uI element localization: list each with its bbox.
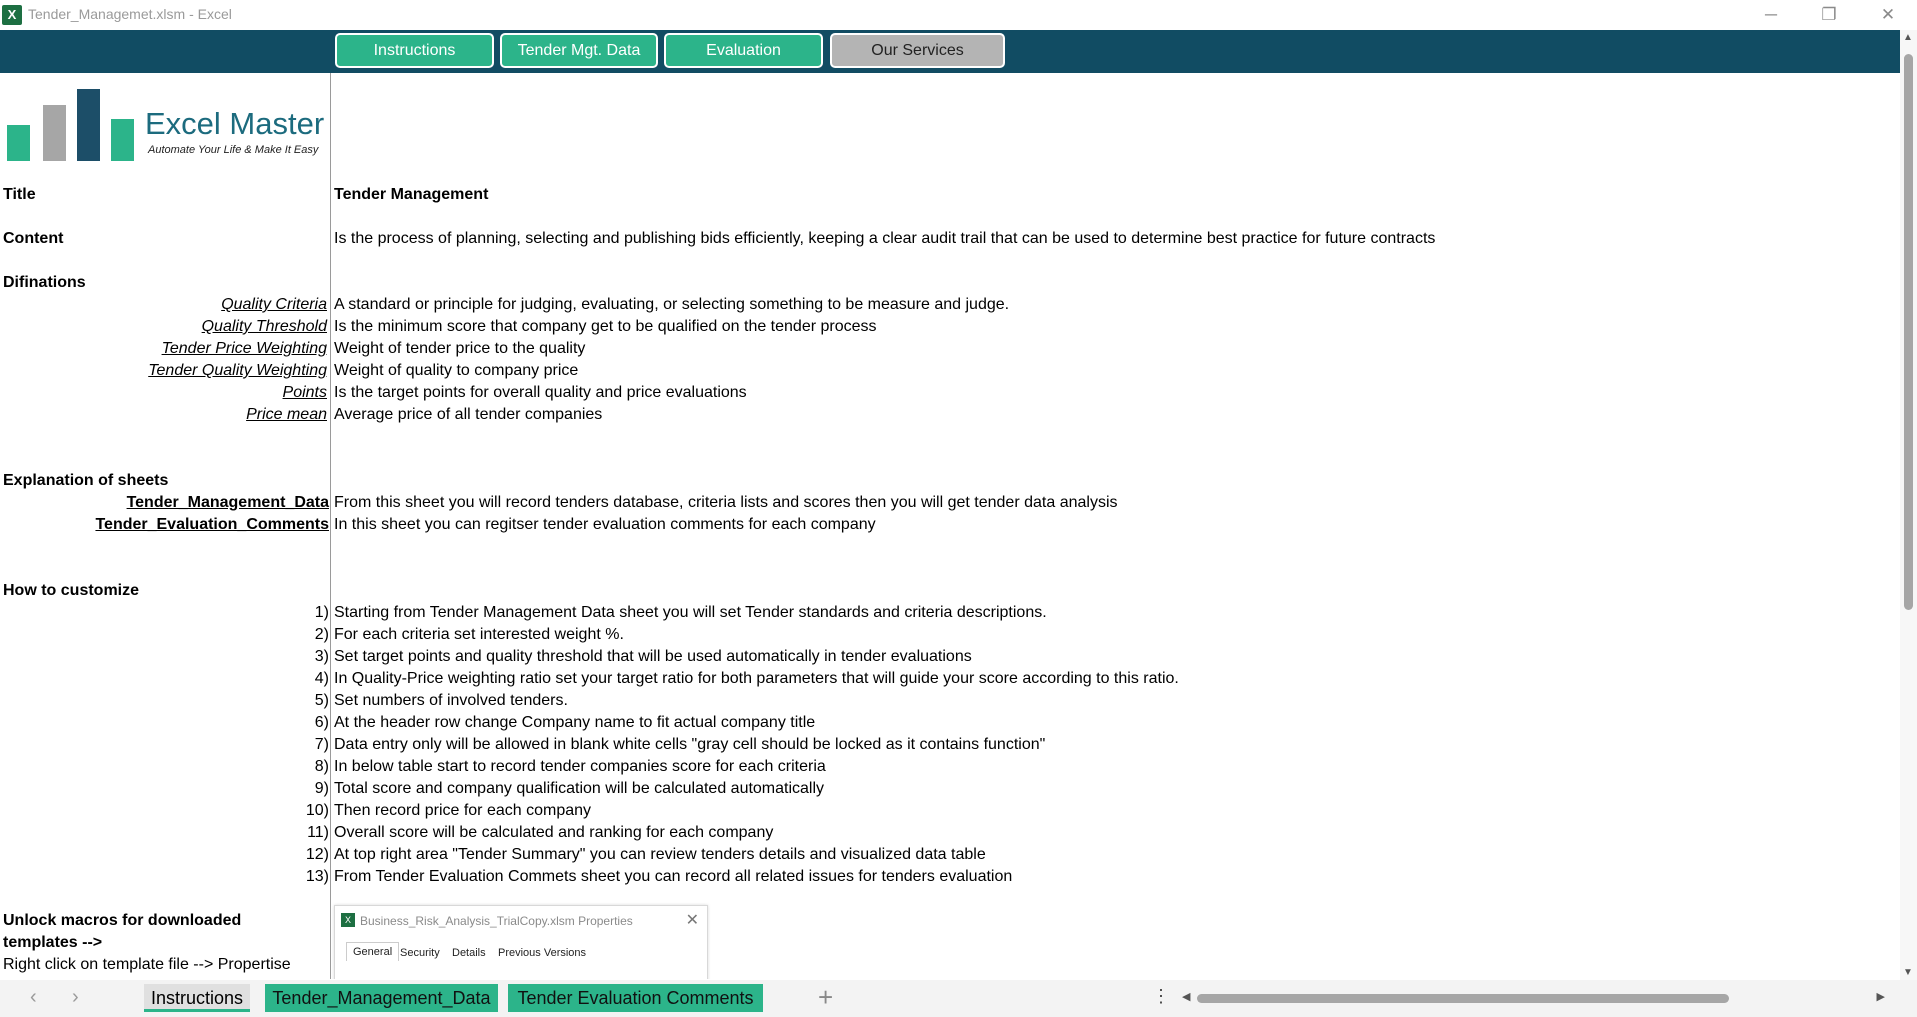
step-number: 10) [305,802,329,819]
definition-desc: A standard or principle for judging, evaluating, or selecting something to be measure and judge. [334,296,1010,313]
explanation-label: Explanation of sheets [3,472,169,489]
step-text: In below table start to record tender companies score for each criteria [334,758,826,775]
sheet-desc: From this sheet you will record tenders database, criteria lists and scores then you will get tender data analysis [334,494,1118,511]
column-divider [330,73,331,979]
scroll-up-arrow-icon[interactable]: ▲ [1903,32,1913,43]
instructions-nav-button[interactable]: Instructions [335,33,494,68]
sheet-tab-bar [0,980,1917,1017]
excel-master-logo [7,81,327,161]
step-number: 2) [314,626,329,643]
step-number: 9) [314,780,329,797]
excel-file-icon: X [341,913,355,927]
step-number: 8) [314,758,329,775]
step-number: 13) [305,868,329,885]
add-sheet-icon[interactable]: + [818,982,834,1012]
title-label: Title [3,186,36,203]
content-label: Content [3,230,64,247]
restore-button[interactable]: ❐ [1821,5,1837,24]
step-number: 4) [314,670,329,687]
logo-bar-1 [7,125,30,161]
close-window-button[interactable]: ✕ [1880,5,1896,24]
sheet-link-tender-management-data[interactable]: Tender_Management_Data [126,494,329,511]
logo-bar-3 [77,89,100,161]
definition-term[interactable]: Quality Threshold [201,318,327,335]
step-text: Overall score will be calculated and ranking for each company [334,824,774,841]
sheet-desc: In this sheet you can regitser tender evaluation comments for each company [334,516,876,533]
step-text: From Tender Evaluation Commets sheet you can record all related issues for tenders evaluation [334,868,1013,885]
step-number: 5) [314,692,329,709]
vertical-scroll-thumb[interactable] [1904,54,1913,610]
customize-label: How to customize [3,582,140,599]
dialog-title: Business_Risk_Analysis_TrialCopy.xlsm Properties [360,914,633,928]
step-number: 11) [307,824,329,841]
step-text: At the header row change Company name to fit actual company title [334,714,816,731]
horizontal-scrollbar[interactable] [1180,989,1885,1007]
step-number: 7) [314,736,329,753]
step-text: Set numbers of involved tenders. [334,692,568,709]
sheet-tab-tender-evaluation-comments[interactable]: Tender Evaluation Comments [508,984,763,1012]
step-number: 12) [305,846,329,863]
window-title-bar [0,0,1917,29]
step-text: In Quality-Price weighting ratio set your target ratio for both parameters that will guide your score according to this ratio. [334,670,1179,687]
logo-bar-2 [43,105,66,161]
definition-desc: Weight of quality to company price [334,362,579,379]
scroll-right-arrow-icon[interactable]: ▶ [1876,991,1885,1003]
title-value: Tender Management [334,186,489,203]
content-value: Is the process of planning, selecting and publishing bids efficiently, keeping a clear audit trail that can be used to determine best practice for future contracts [334,230,1436,247]
definition-term[interactable]: Tender Quality Weighting [148,362,327,379]
prev-sheet-arrow-icon[interactable]: ‹ [30,986,37,1008]
step-number: 1) [314,604,329,621]
logo-bar-4 [111,119,134,161]
step-text: Total score and company qualification will be calculated automatically [334,780,825,797]
tender-mgt-data-nav-button[interactable]: Tender Mgt. Data [500,33,658,68]
minimize-button[interactable]: ─ [1764,5,1778,24]
step-text: Set target points and quality threshold that will be used automatically in tender evaluations [334,648,972,665]
definition-desc: Weight of tender price to the quality [334,340,586,357]
step-number: 6) [314,714,329,731]
dialog-tab-previous-versions: Previous Versions [498,947,587,959]
close-icon: ✕ [685,912,699,929]
definition-term[interactable]: Price mean [246,406,327,423]
definition-desc: Is the target points for overall quality and price evaluations [334,384,747,401]
worksheet-area[interactable] [0,73,1900,979]
step-text: At top right area "Tender Summary" you can review tenders details and visualized data table [334,846,986,863]
step-text: Starting from Tender Management Data sheet you will set Tender standards and criteria descriptions. [334,604,1047,621]
excel-app-icon: X [2,5,22,25]
more-options-icon[interactable]: ⋮ [1152,986,1170,1006]
unlock-macros-instruction: Right click on template file --> Propertise [3,956,291,973]
definition-desc: Average price of all tender companies [334,406,603,423]
step-text: Data entry only will be allowed in blank white cells "gray cell should be locked as it contains function" [334,736,1046,753]
scroll-left-arrow-icon[interactable]: ◀ [1182,991,1191,1003]
definition-term[interactable]: Points [282,384,327,401]
definition-term[interactable]: Tender Price Weighting [161,340,327,357]
vertical-scrollbar[interactable] [1900,30,1917,980]
unlock-macros-label: Unlock macros for downloaded [3,912,242,929]
definitions-label: Difinations [3,274,86,291]
logo-tagline: Automate Your Life & Make It Easy [148,144,319,156]
sheet-tab-tender-management-data[interactable]: Tender_Management_Data [265,984,498,1012]
step-number: 3) [314,648,329,665]
dialog-tab-general: General [346,942,399,961]
window-title: Tender_Managemet.xlsm - Excel [28,6,232,22]
step-text: Then record price for each company [334,802,592,819]
logo-brand-text: Excel Master [145,106,325,141]
definition-term[interactable]: Quality Criteria [221,296,327,313]
our-services-nav-button[interactable]: Our Services [830,33,1005,68]
unlock-macros-label-2: templates --> [3,934,103,951]
definition-desc: Is the minimum score that company get to be qualified on the tender process [334,318,877,335]
sheet-tab-instructions[interactable]: Instructions [144,984,250,1012]
sheet-link-tender-evaluation-comments[interactable]: Tender_Evaluation_Comments [95,516,329,533]
properties-dialog-image [334,905,708,979]
scroll-down-arrow-icon[interactable]: ▼ [1903,967,1913,978]
horizontal-scroll-thumb[interactable] [1197,994,1729,1003]
dialog-tab-security: Security [400,947,440,959]
step-text: For each criteria set interested weight %. [334,626,624,643]
dialog-tab-details: Details [452,947,486,959]
next-sheet-arrow-icon[interactable]: › [72,986,79,1008]
sheet-nav-bar [0,30,1900,73]
evaluation-nav-button[interactable]: Evaluation [664,33,823,68]
